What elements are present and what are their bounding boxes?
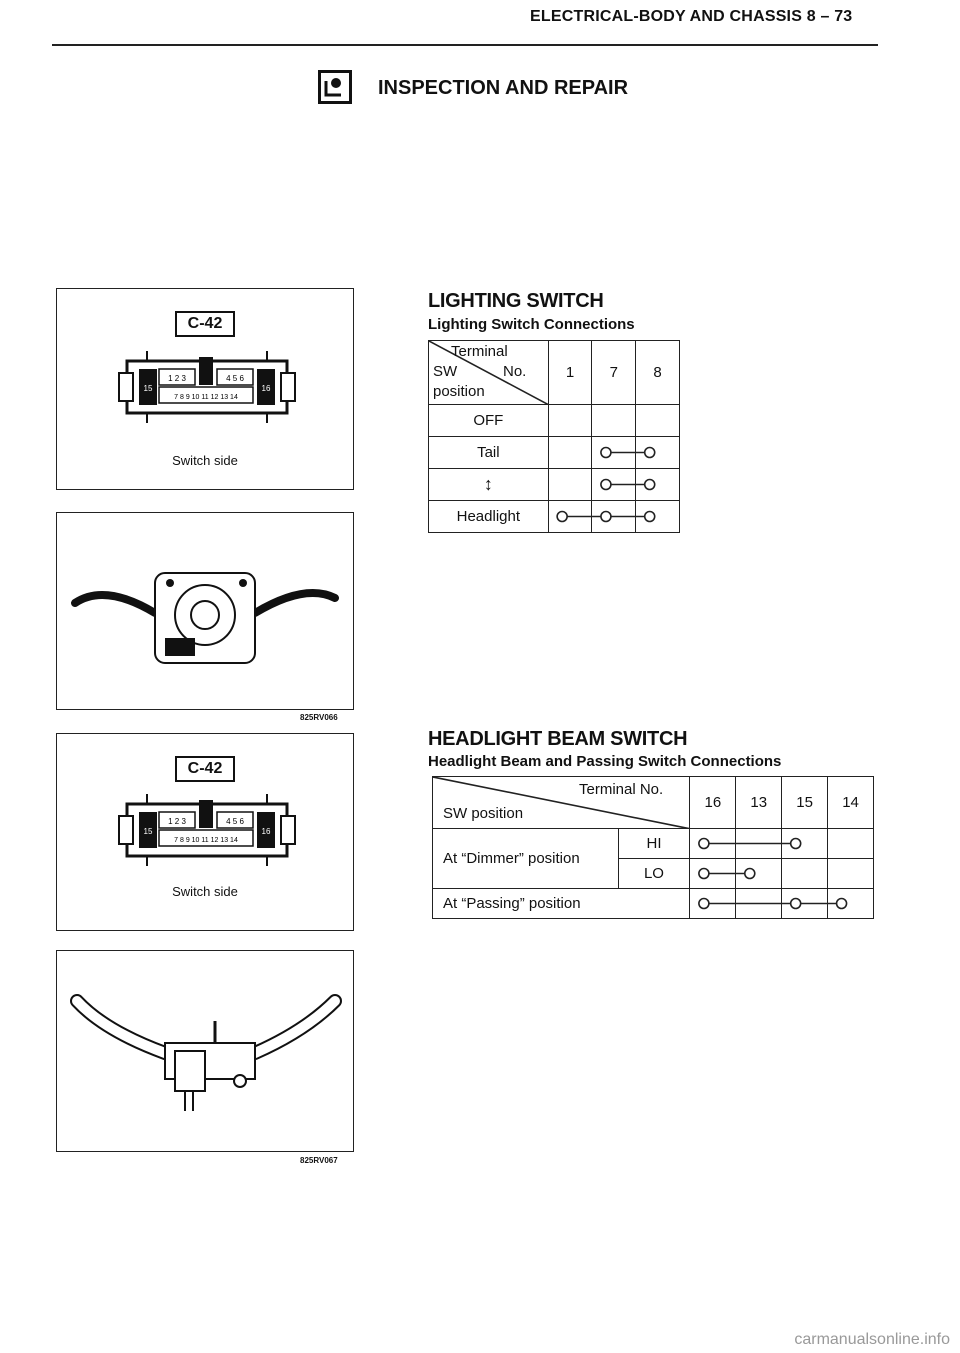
svg-text:7 8 9 10 11 12 13 14: 7 8 9 10 11 12 13 14	[174, 837, 238, 844]
lighting-cell	[636, 501, 680, 533]
svg-text:1 2 3: 1 2 3	[168, 374, 186, 383]
lighting-row-off: OFF	[429, 405, 549, 437]
svg-text:7 8 9 10 11 12 13 14: 7 8 9 10 11 12 13 14	[174, 394, 238, 401]
section-title: INSPECTION AND REPAIR	[378, 77, 629, 99]
connector-diagram	[117, 792, 297, 872]
header-rule	[52, 44, 878, 46]
beam-cell	[736, 889, 782, 919]
beam-table	[432, 776, 874, 919]
svg-text:16: 16	[261, 827, 271, 836]
figure-switch-assembly-2	[56, 950, 354, 1152]
beam-row-hi: HI	[618, 829, 690, 859]
corner-sw: SW	[433, 363, 458, 380]
lighting-cell	[592, 437, 636, 469]
corner-no: No.	[503, 363, 527, 380]
combination-switch-drawing	[65, 543, 347, 683]
lighting-row-tail: Tail	[429, 437, 549, 469]
beam-cell	[782, 859, 828, 889]
figure-caption: Switch side	[172, 453, 238, 468]
beam-cell	[782, 829, 828, 859]
lighting-cell	[592, 469, 636, 501]
lighting-row-headlight: Headlight	[429, 501, 549, 533]
beam-col-15: 15	[782, 777, 828, 829]
lighting-cell	[548, 501, 592, 533]
beam-cell	[736, 859, 782, 889]
svg-text:15: 15	[143, 384, 153, 393]
beam-cell	[828, 889, 874, 919]
lighting-col-7: 7	[592, 341, 636, 405]
beam-col-16: 16	[690, 777, 736, 829]
beam-col-14: 14	[828, 777, 874, 829]
lighting-row-arrow: ↕	[429, 469, 549, 501]
lighting-corner-cell	[429, 341, 549, 405]
beam-row-lo: LO	[618, 859, 690, 889]
svg-text:16: 16	[261, 384, 271, 393]
beam-cell	[782, 889, 828, 919]
lighting-cell	[548, 469, 592, 501]
beam-switch-drawing	[65, 971, 347, 1141]
figure-caption: Switch side	[172, 884, 238, 899]
corner-position: position	[433, 383, 485, 400]
lighting-switch-title: LIGHTING SWITCH	[428, 290, 604, 312]
lighting-table	[428, 340, 680, 533]
svg-text:4 5 6: 4 5 6	[226, 374, 244, 383]
lighting-cell	[548, 437, 592, 469]
svg-text:4 5 6: 4 5 6	[226, 817, 244, 826]
lighting-cell	[636, 405, 680, 437]
beam-cell	[690, 889, 736, 919]
corner-terminal: Terminal	[451, 343, 508, 360]
figure-connector-1	[56, 288, 354, 490]
beam-switch-title: HEADLIGHT BEAM SWITCH	[428, 728, 688, 750]
lighting-cell	[592, 501, 636, 533]
beam-cell	[828, 829, 874, 859]
beam-row-dimmer: At “Dimmer” position	[433, 829, 619, 889]
watermark: carmanualsonline.info	[794, 1331, 950, 1348]
beam-cell	[736, 829, 782, 859]
beam-cell	[828, 859, 874, 889]
lighting-col-1: 1	[548, 341, 592, 405]
beam-row-passing: At “Passing” position	[433, 889, 690, 919]
connector-label: C-42	[175, 756, 235, 782]
figure-code-1: 825RV066	[300, 713, 338, 722]
beam-switch-subtitle: Headlight Beam and Passing Switch Connections	[428, 753, 782, 770]
beam-corner-cell	[433, 777, 690, 829]
connector-diagram	[117, 349, 297, 429]
page-header: ELECTRICAL-BODY AND CHASSIS 8 – 73	[530, 8, 853, 25]
beam-col-13: 13	[736, 777, 782, 829]
inspection-icon	[318, 70, 352, 104]
connector-label: C-42	[175, 311, 235, 337]
beam-cell	[690, 859, 736, 889]
lighting-cell	[636, 469, 680, 501]
svg-text:15: 15	[143, 827, 153, 836]
corner-terminal: Terminal No.	[579, 781, 664, 798]
figure-connector-2	[56, 733, 354, 931]
figure-code-2: 825RV067	[300, 1156, 338, 1165]
lighting-col-8: 8	[636, 341, 680, 405]
lighting-switch-subtitle: Lighting Switch Connections	[428, 316, 635, 333]
svg-text:1 2 3: 1 2 3	[168, 817, 186, 826]
corner-sw: SW position	[443, 805, 524, 822]
lighting-cell	[636, 437, 680, 469]
beam-cell	[690, 829, 736, 859]
figure-switch-assembly-1	[56, 512, 354, 710]
lighting-cell	[592, 405, 636, 437]
lighting-cell	[548, 405, 592, 437]
